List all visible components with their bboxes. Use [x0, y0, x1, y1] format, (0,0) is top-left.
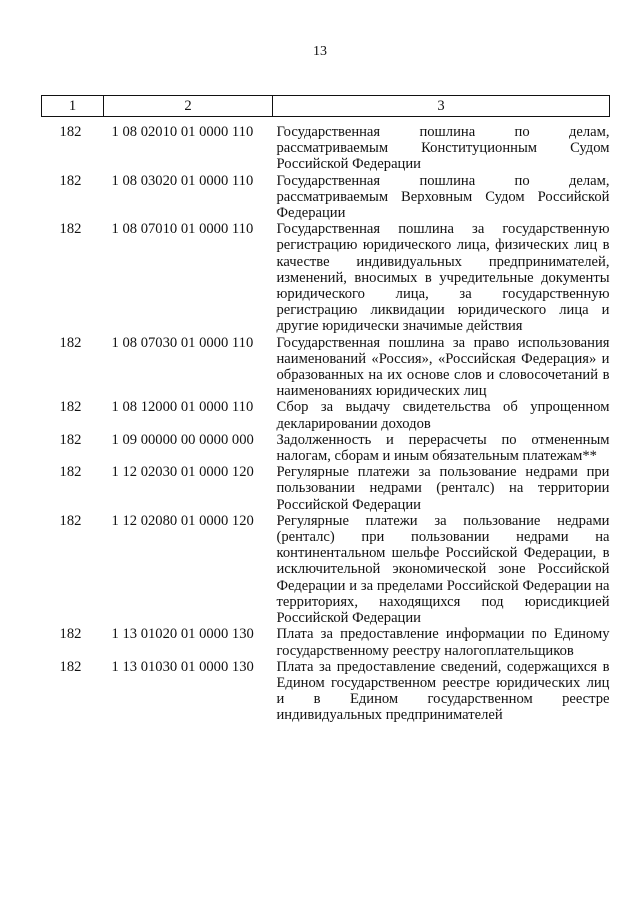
table-row — [42, 335, 610, 400]
table-row — [42, 513, 610, 626]
budget-code-cell: 1 12 02080 01 0000 120 — [111, 512, 254, 529]
revenue-name-cell: Государственная пошлина за государственную регистрацию юридического лица, физических лиц в качестве индивидуальных предпринимателей, изменений, вносимых в учредительные документы юридического лица, за государственную регистрацию ликвидации юридического лица и другие юридически значимые действия — [276, 221, 610, 335]
column-header-2: 2 — [104, 96, 273, 117]
admin-code-cell: 182 — [59, 124, 82, 140]
table-header-row — [42, 96, 610, 117]
budget-code-cell: 1 13 01030 01 0000 130 — [111, 658, 254, 675]
column-header-3: 3 — [273, 96, 610, 117]
budget-code-cell: 1 13 01020 01 0000 130 — [111, 626, 254, 643]
table-row — [42, 659, 610, 724]
revenue-name-cell: Сбор за выдачу свидетельства об упрощенном декларировании доходов — [276, 399, 610, 432]
table-row — [42, 117, 610, 173]
table-row — [42, 221, 610, 334]
table-row — [42, 399, 610, 431]
page-number: 13 — [313, 44, 327, 59]
admin-code-cell: 182 — [59, 512, 82, 529]
revenue-name-cell: Регулярные платежи за пользование недрами (ренталс) при пользовании недрами на континентальном шельфе Российской Федерации, в исключительной экономической зоне Российской Федерации и за пределами Российской Федерации на территориях, находящихся под юрисдикцией Российской Федерации — [276, 512, 610, 627]
revenue-name-cell: Государственная пошлина по делам, рассматриваемым Верховным Судом Российской Федерации — [276, 172, 610, 222]
admin-code-cell: 182 — [59, 626, 82, 643]
revenue-name-cell: Задолженность и перерасчеты по отмененным налогам, сборам и иным обязательным платежам** — [276, 431, 610, 465]
budget-code-cell: 1 08 12000 01 0000 110 — [111, 399, 254, 416]
admin-code-cell: 182 — [59, 464, 82, 481]
budget-code-cell: 1 08 02010 01 0000 110 — [111, 124, 254, 140]
table-row — [42, 432, 610, 464]
revenue-name-cell: Плата за предоставление сведений, содержащихся в Едином государственном реестре юридических лиц и в Едином государственном реестре индивидуальных предпринимателей — [276, 658, 610, 724]
revenue-name-cell: Государственная пошлина по делам, рассматриваемым Конституционным Судом Российской Федерации — [276, 124, 610, 173]
budget-code-cell: 1 12 02030 01 0000 120 — [111, 464, 254, 481]
table-row — [42, 173, 610, 222]
budget-code-cell: 1 08 07030 01 0000 110 — [111, 334, 254, 351]
admin-code-cell: 182 — [59, 399, 82, 416]
admin-code-cell: 182 — [59, 221, 82, 238]
revenue-name-cell: Плата за предоставление информации по Единому государственному реестру налогоплательщиков — [276, 626, 610, 659]
admin-code-cell: 182 — [59, 334, 82, 351]
admin-code-cell: 182 — [59, 658, 82, 675]
budget-code-cell: 1 08 03020 01 0000 110 — [111, 172, 254, 189]
column-header-1: 1 — [42, 96, 104, 117]
revenue-name-cell: Регулярные платежи за пользование недрами при пользовании недрами (ренталс) на территории Российской Федерации — [276, 464, 610, 513]
table-row — [42, 626, 610, 658]
revenue-codes-table — [41, 95, 610, 724]
budget-code-cell: 1 08 07010 01 0000 110 — [111, 221, 254, 238]
admin-code-cell: 182 — [59, 172, 82, 189]
table-body — [42, 117, 610, 724]
table-row — [42, 464, 610, 513]
budget-code-cell: 1 09 00000 00 0000 000 — [111, 431, 254, 448]
revenue-name-cell: Государственная пошлина за право использования наименований «Россия», «Российская Федерация» и образованных на их основе слов и словосочетаний в наименованиях юридических лиц — [276, 334, 610, 400]
admin-code-cell: 182 — [59, 431, 82, 448]
